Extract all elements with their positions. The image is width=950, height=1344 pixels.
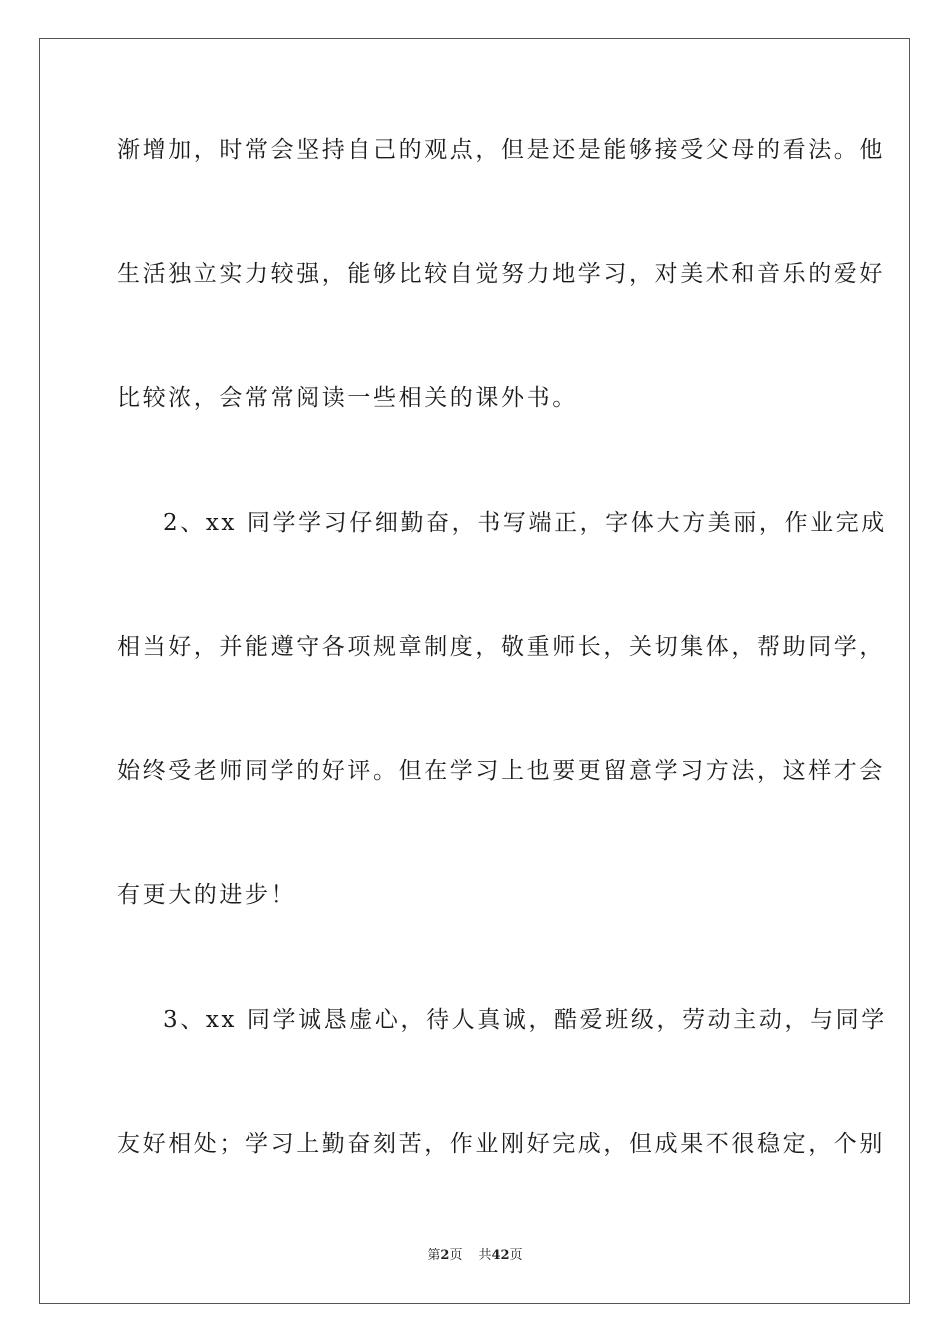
- current-page-number: 2: [440, 1248, 450, 1263]
- body-text-line: 比较浓，会常常阅读一些相关的课外书。: [117, 385, 578, 411]
- body-text-line: 渐增加，时常会坚持自己的观点，但是还是能够接受父母的看法。他: [117, 137, 885, 163]
- paragraph-3-first-line: 3、xx 同学诚恳虚心，待人真诚，酷爱班级，劳动主动，与同学: [163, 1007, 887, 1033]
- body-text-line: 始终受老师同学的好评。但在学习上也要更留意学习方法，这样才会: [117, 758, 885, 784]
- paragraph-2-first-line: 2、xx 同学学习仔细勤奋，书写端正，字体大方美丽，作业完成: [163, 510, 887, 536]
- body-text-line: 有更大的进步！: [117, 882, 297, 908]
- page-footer: [0, 1247, 950, 1265]
- body-text-line: 生活独立实力较强，能够比较自觉努力地学习，对美术和音乐的爱好: [117, 261, 885, 287]
- total-prefix: 共: [478, 1248, 492, 1263]
- page-prefix: 第: [427, 1248, 441, 1263]
- body-text-line: 友好相处；学习上勤奋刻苦，作业刚好完成，但成果不很稳定，个别: [117, 1131, 885, 1157]
- body-text-line: 相当好，并能遵守各项规章制度，敬重师长，关切集体，帮助同学，: [117, 634, 885, 660]
- total-pages-number: 42: [491, 1248, 510, 1263]
- page-border: [39, 38, 910, 1304]
- page-suffix: 页: [449, 1248, 463, 1263]
- total-suffix: 页: [509, 1248, 523, 1263]
